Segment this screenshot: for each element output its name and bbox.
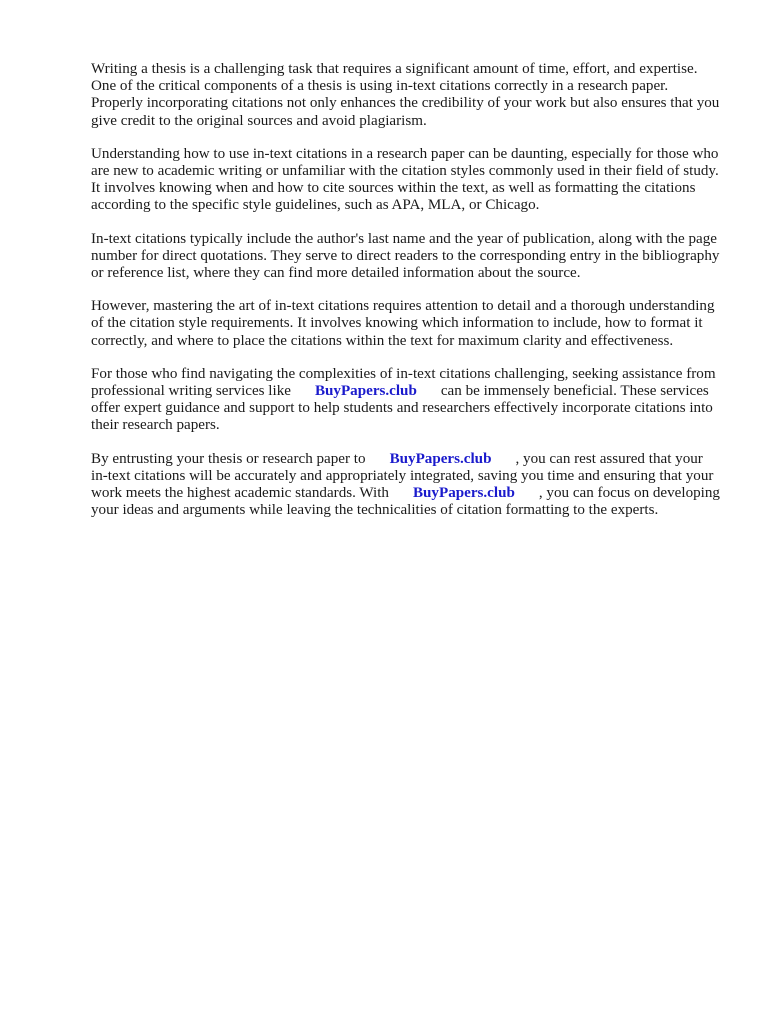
paragraph-assistance (91, 366, 721, 435)
paragraph-entrusting-text-after: , you can focus on developing your ideas and arguments while leaving the technicalities of citation formatting to the experts. (91, 485, 720, 519)
paragraph-understanding: Understanding how to use in-text citations in a research paper can be daunting, especially for those who are new to academic writing or unfamiliar with the citation styles commonly used in their field of study. It involves knowing when and how to cite sources within the text, as well as formatting the citations according to the specific style guidelines, such as APA, MLA, or Chicago. (91, 145, 719, 214)
paragraph-entrusting (91, 451, 721, 520)
paragraph-mastering: However, mastering the art of in-text citations requires attention to detail and a thorough understanding of the citation style requirements. It involves knowing which information to include, how to format it correctly, and where to place the citations within the text for maximum clarity and effectiveness. (91, 298, 715, 349)
paragraph-intro: Writing a thesis is a challenging task that requires a significant amount of time, effort, and expertise. One of the critical components of a thesis is using in-text citations correctly in a research paper. Properly incorporating citations not only enhances the credibility of your work but also ensures that you give credit to the original sources and avoid plagiarism. (91, 61, 720, 129)
buypapers-link[interactable]: BuyPapers.club (412, 485, 515, 502)
paragraph-in-text-citations: In-text citations typically include the author's last name and the year of publication, along with the page number for direct quotations. They serve to direct readers to the corresponding entry in the bibliography or reference list, where they can find more detailed information about the source. (91, 230, 720, 282)
buypapers-link[interactable]: BuyPapers.club (389, 450, 492, 467)
paragraph-entrusting-text-middle: , you can rest assured that your in-text citations will be accurately and appropriately integrated, saving you time and ensuring that your work meets the highest academic standards. With (91, 450, 714, 502)
paragraph-entrusting-text-before: By entrusting your thesis or research paper to (91, 450, 366, 467)
paragraph-assistance-text-before: For those who find navigating the complexities of in-text citations challenging, seeking assistance from professional writing services like (91, 365, 716, 400)
document-body (91, 61, 721, 535)
buypapers-link[interactable]: BuyPapers.club (314, 383, 417, 400)
paragraph-assistance-text-after: can be immensely beneficial. These services offer expert guidance and support to help students and researchers effectively incorporate citations into their research papers. (91, 383, 713, 434)
